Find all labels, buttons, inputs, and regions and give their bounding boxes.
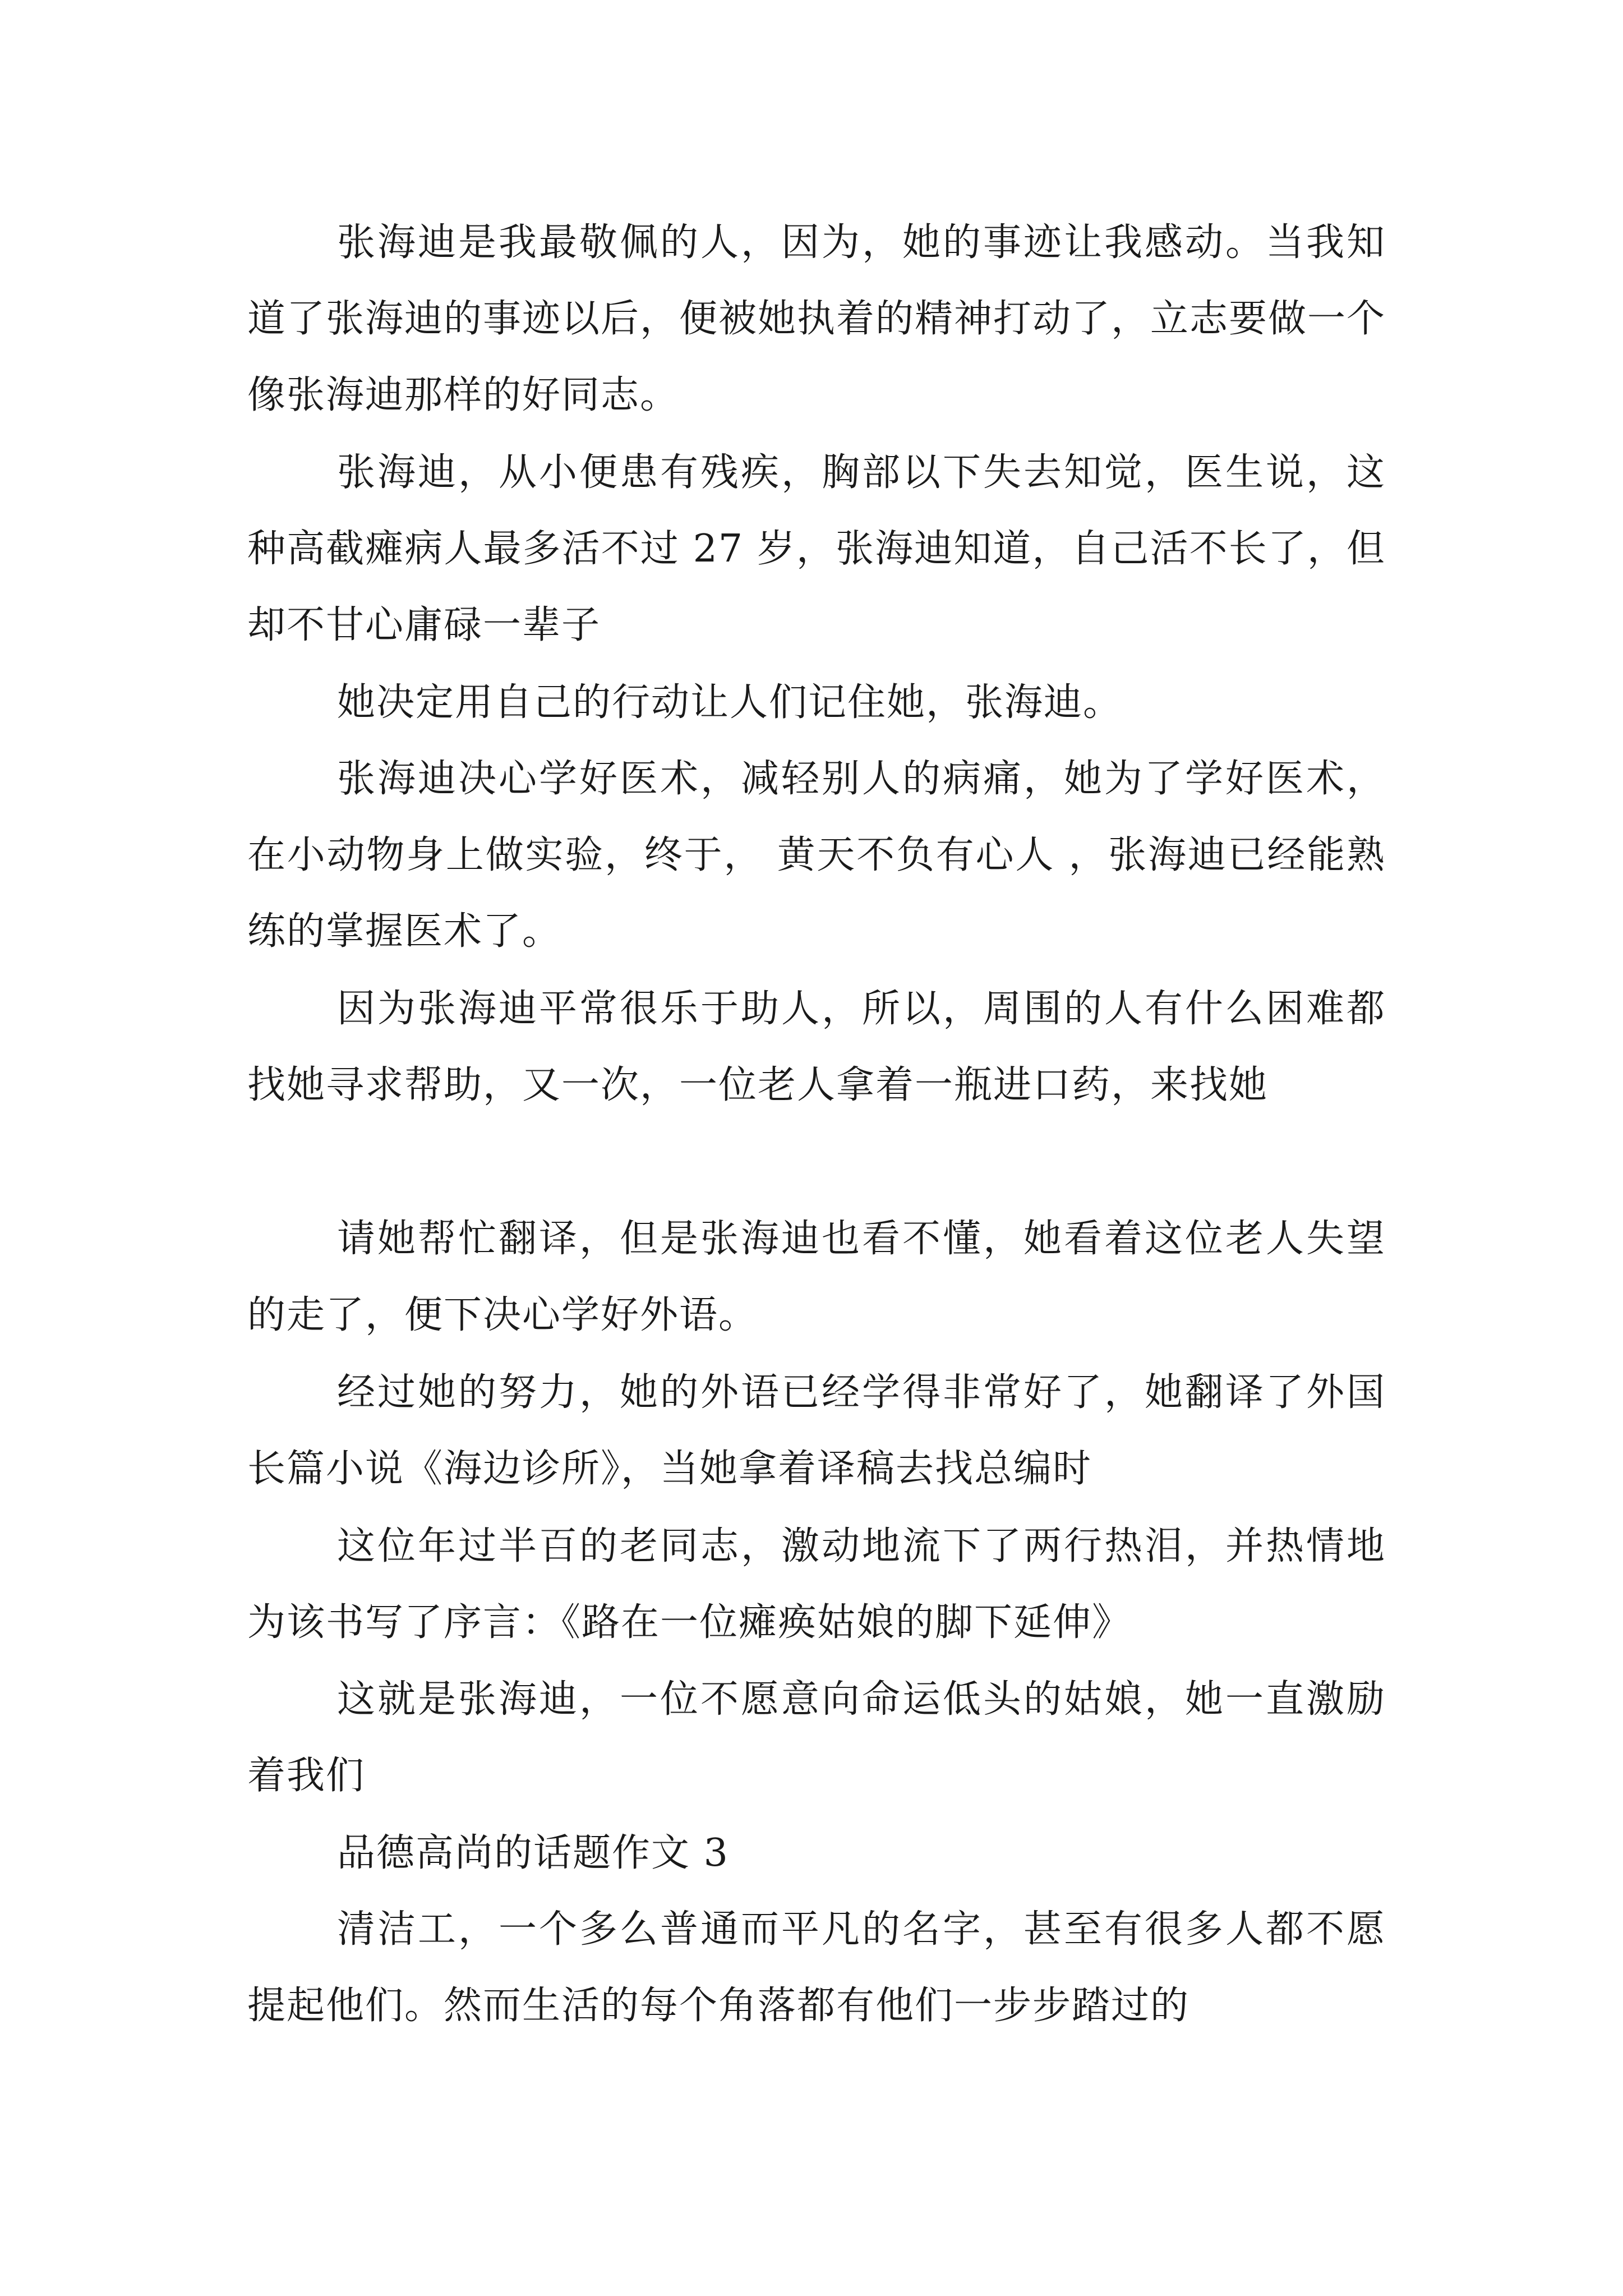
paragraph-3: 她决定用自己的行动让人们记住她，张海迪。 — [337, 680, 1123, 725]
paragraph-1: 张海迪是我最敬佩的人，因为，她的事迹让我感动。当我知道了张海迪的事迹以后，便被她执着的精神打动了，立志要做一个像张海迪那样的好同志。 — [247, 220, 1386, 417]
paragraph-5: 因为张海迪平常很乐于助人，所以，周围的人有什么困难都找她寻求帮助，又一次，一位老人拿着一瓶进口药，来找她 — [247, 987, 1386, 1107]
paragraph-6: 请她帮忙翻译，但是张海迪也看不懂，她看着这位老人失望的走了，便下决心学好外语。 — [247, 1217, 1386, 1337]
paragraph-8: 这位年过半百的老同志，激动地流下了两行热泪，并热情地为该书写了序言：《路在一位瘫痪姑娘的脚下延伸》 — [247, 1524, 1386, 1645]
paragraph-10: 清洁工，一个多么普通而平凡的名字，甚至有很多人都不愿提起他们。然而生活的每个角落都有他们一步步踏过的 — [247, 1907, 1386, 2028]
paragraph-7: 经过她的努力，她的外语已经学得非常好了，她翻译了外国长篇小说《海边诊所》，当她拿着译稿去找总编时 — [247, 1370, 1386, 1491]
paragraph-9: 这就是张海迪，一位不愿意向命运低头的姑娘，她一直激励着我们 — [247, 1677, 1386, 1798]
paragraph-4: 张海迪决心学好医术，减轻别人的病痛，她为了学好医术，在小动物身上做实验，终于， 黄天不负有心人 ，张海迪已经能熟练的掌握医术了。 — [247, 757, 1386, 954]
section-heading: 品德高尚的话题作文 3 — [337, 1831, 729, 1875]
paragraph-2: 张海迪，从小便患有残疾，胸部以下失去知觉，医生说，这种高截瘫病人最多活不过 27 岁，张海迪知道，自己活不长了，但却不甘心庸碌一辈子 — [247, 450, 1386, 647]
